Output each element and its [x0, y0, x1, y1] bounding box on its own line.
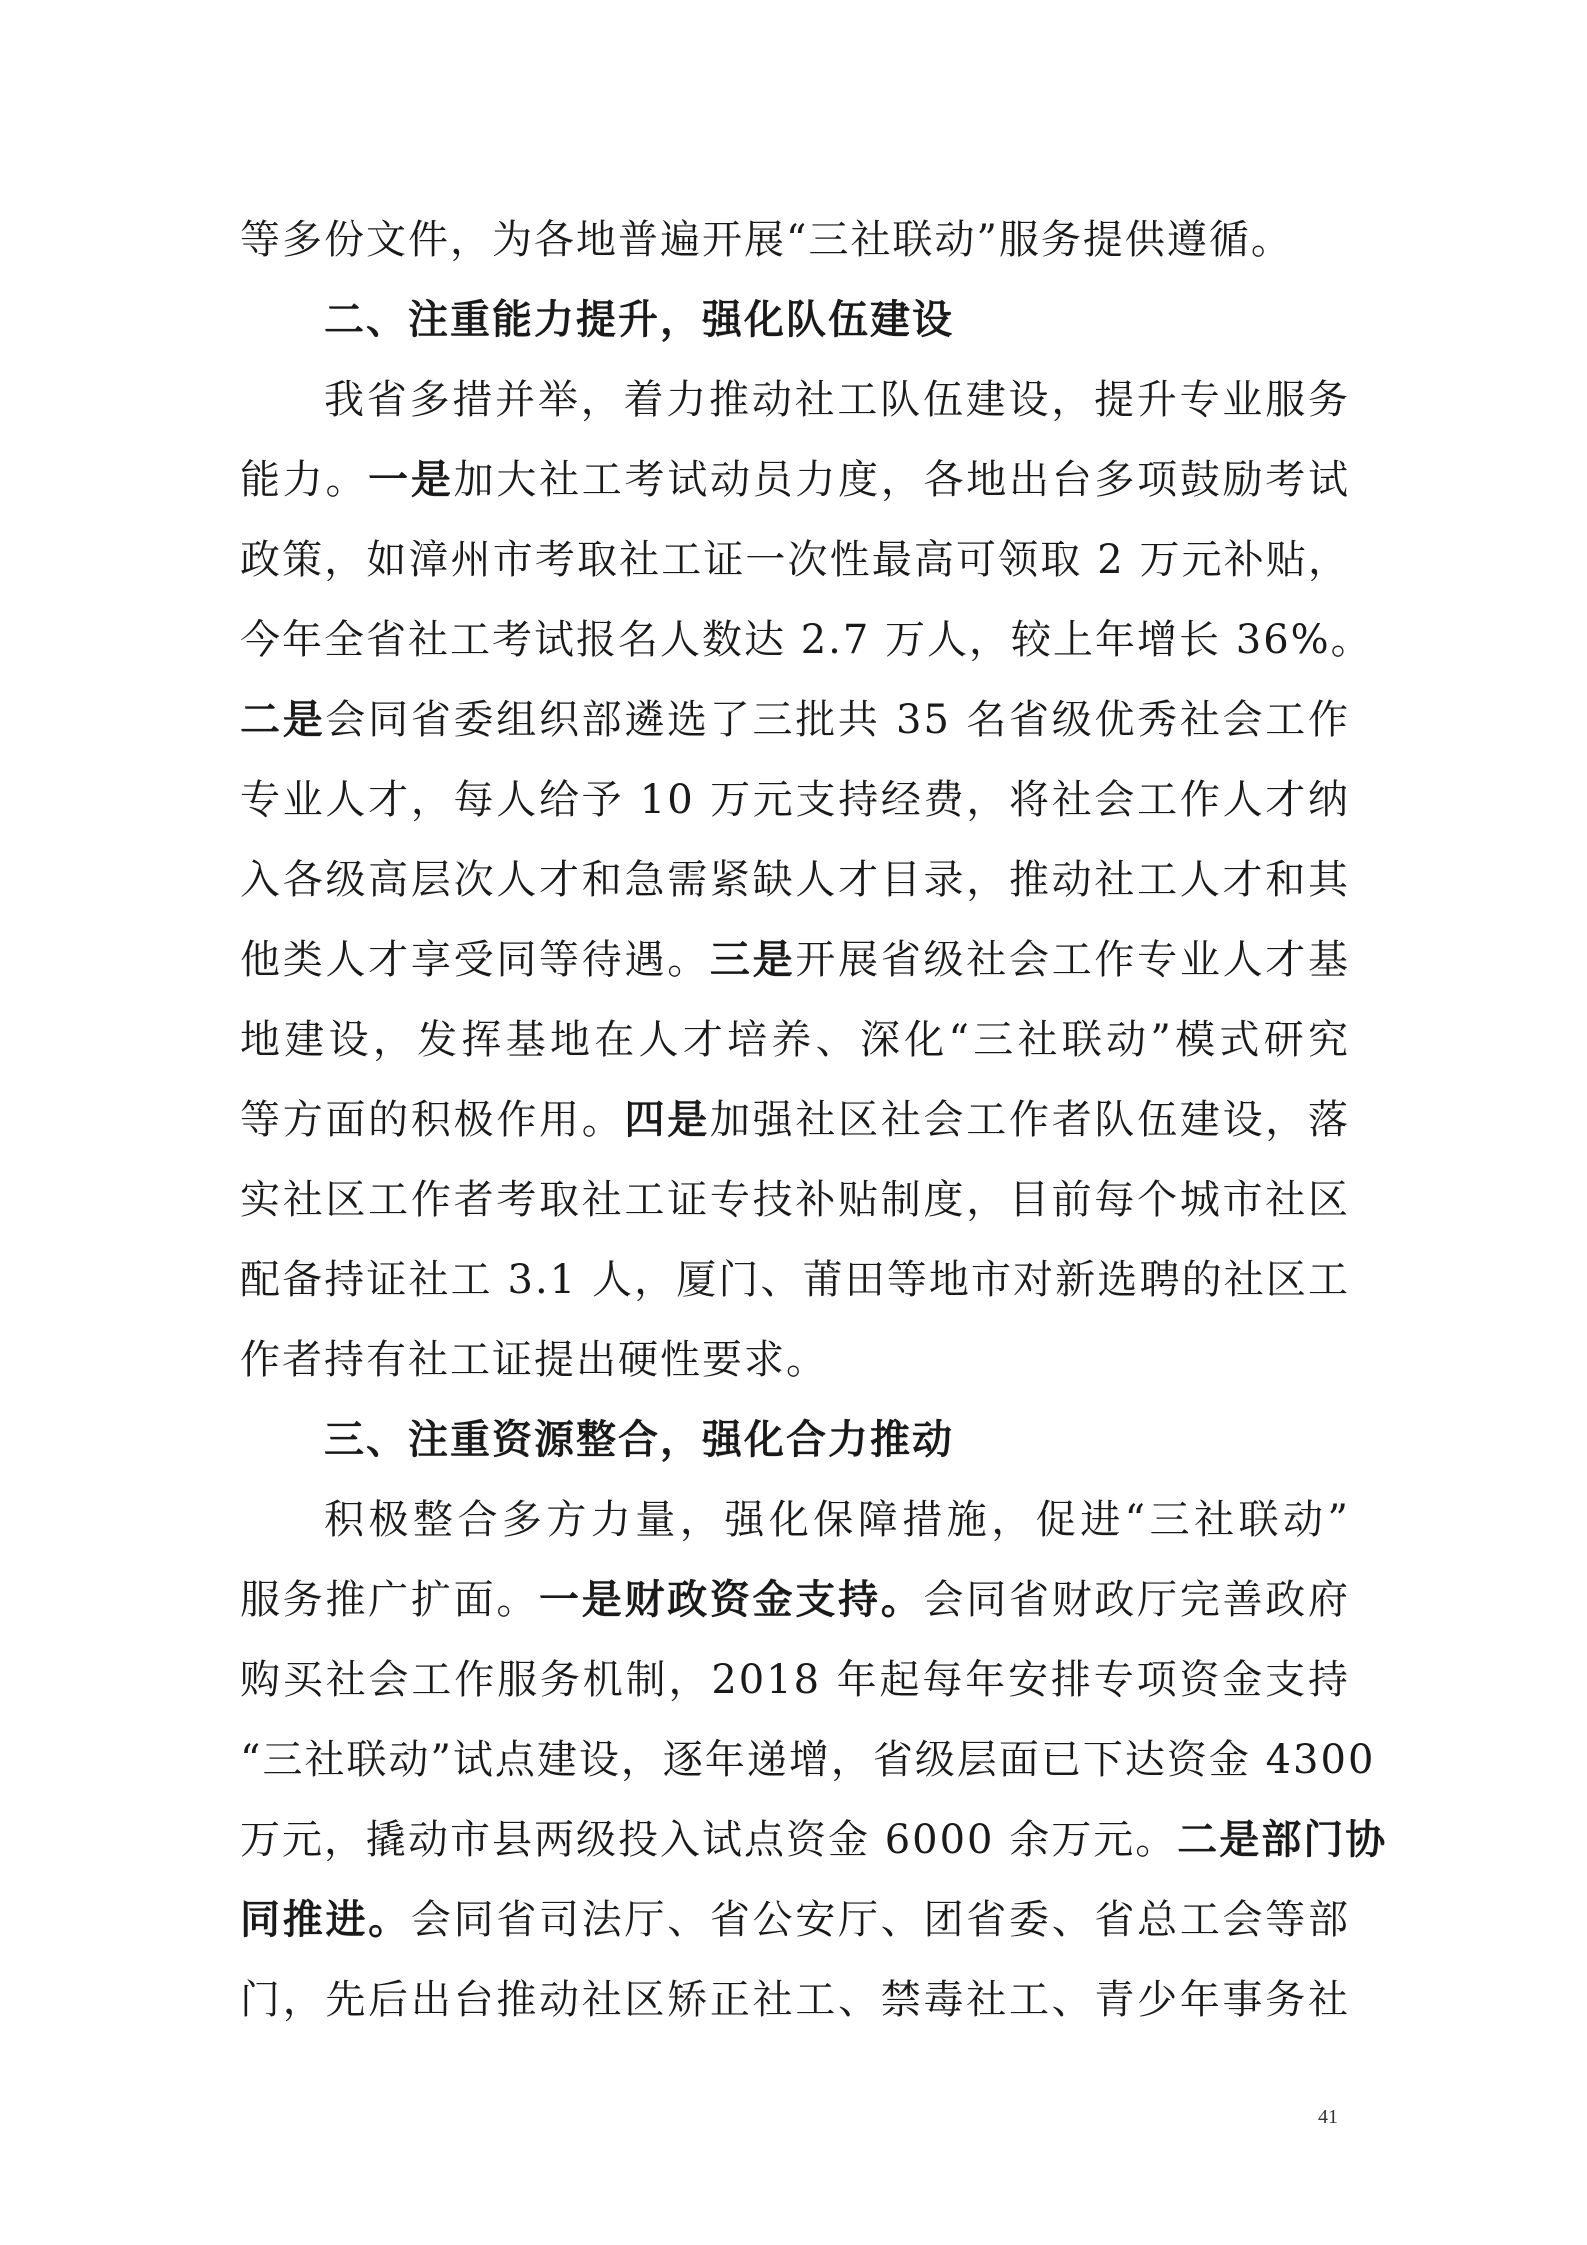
section-heading: 三、注重资源整合，强化合力推动 — [324, 1417, 954, 1463]
paragraph-line: 我省多措并举，着力推动社工队伍建设，提升专业服务 — [324, 377, 1350, 423]
text-run: 会同省委组织部遴选了三批共 35 名省级优秀社会工作 — [325, 697, 1351, 743]
paragraph-line — [240, 680, 1350, 760]
paragraph-line: 等多份文件，为各地普遍开展“三社联动”服务提供遵循。 — [240, 217, 1293, 263]
paragraph-line — [240, 1080, 1350, 1160]
paragraph-line — [240, 1880, 1350, 1960]
text-run: 会同省财政厅完善政府 — [923, 1577, 1351, 1623]
text-run: 加强社区社会工作者队伍建设，落 — [709, 1097, 1351, 1143]
section-heading: 二、注重能力提升，强化队伍建设 — [324, 297, 954, 343]
text-run: 万元，撬动市县两级投入试点资金 6000 余万元。 — [240, 1817, 1178, 1863]
text-run: 服务推广扩面。 — [240, 1577, 540, 1623]
bold-label: 同推进。 — [240, 1897, 411, 1943]
paragraph-line: 地建设，发挥基地在人才培养、深化“三社联动”模式研究 — [240, 1017, 1350, 1063]
text-run: 会同省司法厅、省公安厅、团省委、省总工会等部 — [410, 1897, 1351, 1943]
paragraph-line: 实社区工作者考取社工证专技补贴制度，目前每个城市社区 — [240, 1177, 1350, 1223]
paragraph-line: 购买社会工作服务机制，2018 年起每年安排专项资金支持 — [240, 1657, 1350, 1703]
paragraph-line: 作者持有社工证提出硬性要求。 — [240, 1337, 828, 1383]
paragraph-line — [240, 1800, 1388, 1880]
paragraph-line — [240, 440, 1350, 520]
bold-label: 三是 — [709, 937, 796, 983]
bold-label: 四是 — [624, 1097, 710, 1143]
text-run: 能力。 — [240, 457, 369, 503]
paragraph-line: 今年全省社工考试报名人数达 2.7 万人，较上年增长 36%。 — [240, 617, 1373, 663]
text-run: 他类人才享受同等待遇。 — [240, 937, 710, 983]
paragraph-line: 政策，如漳州市考取社工证一次性最高可领取 2 万元补贴， — [240, 537, 1350, 583]
paragraph-line: 入各级高层次人才和急需紧缺人才目录，推动社工人才和其 — [240, 857, 1350, 903]
text-run: 加大社工考试动员力度，各地出台多项鼓励考试 — [453, 457, 1351, 503]
bold-label: 二是部门协 — [1177, 1817, 1388, 1863]
page-number: 41 — [1318, 2106, 1338, 2128]
paragraph-line — [240, 1560, 1350, 1640]
paragraph-line: 积极整合多方力量，强化保障措施，促进“三社联动” — [324, 1497, 1350, 1543]
bold-label: 二是 — [240, 697, 326, 743]
paragraph-line: 专业人才，每人给予 10 万元支持经费，将社会工作人才纳 — [240, 777, 1350, 823]
paragraph-line: “三社联动”试点建设，逐年递增，省级层面已下达资金 4300 — [240, 1737, 1376, 1783]
bold-label: 一是财政资金支持。 — [539, 1577, 924, 1623]
paragraph-line — [240, 920, 1350, 1000]
paragraph-line: 门，先后出台推动社区矫正社工、禁毒社工、青少年事务社 — [240, 1977, 1350, 2023]
text-run: 等方面的积极作用。 — [240, 1097, 625, 1143]
text-run: 开展省级社会工作专业人才基 — [795, 937, 1351, 983]
bold-label: 一是 — [368, 457, 454, 503]
paragraph-line: 配备持证社工 3.1 人，厦门、莆田等地市对新选聘的社区工 — [240, 1257, 1350, 1303]
